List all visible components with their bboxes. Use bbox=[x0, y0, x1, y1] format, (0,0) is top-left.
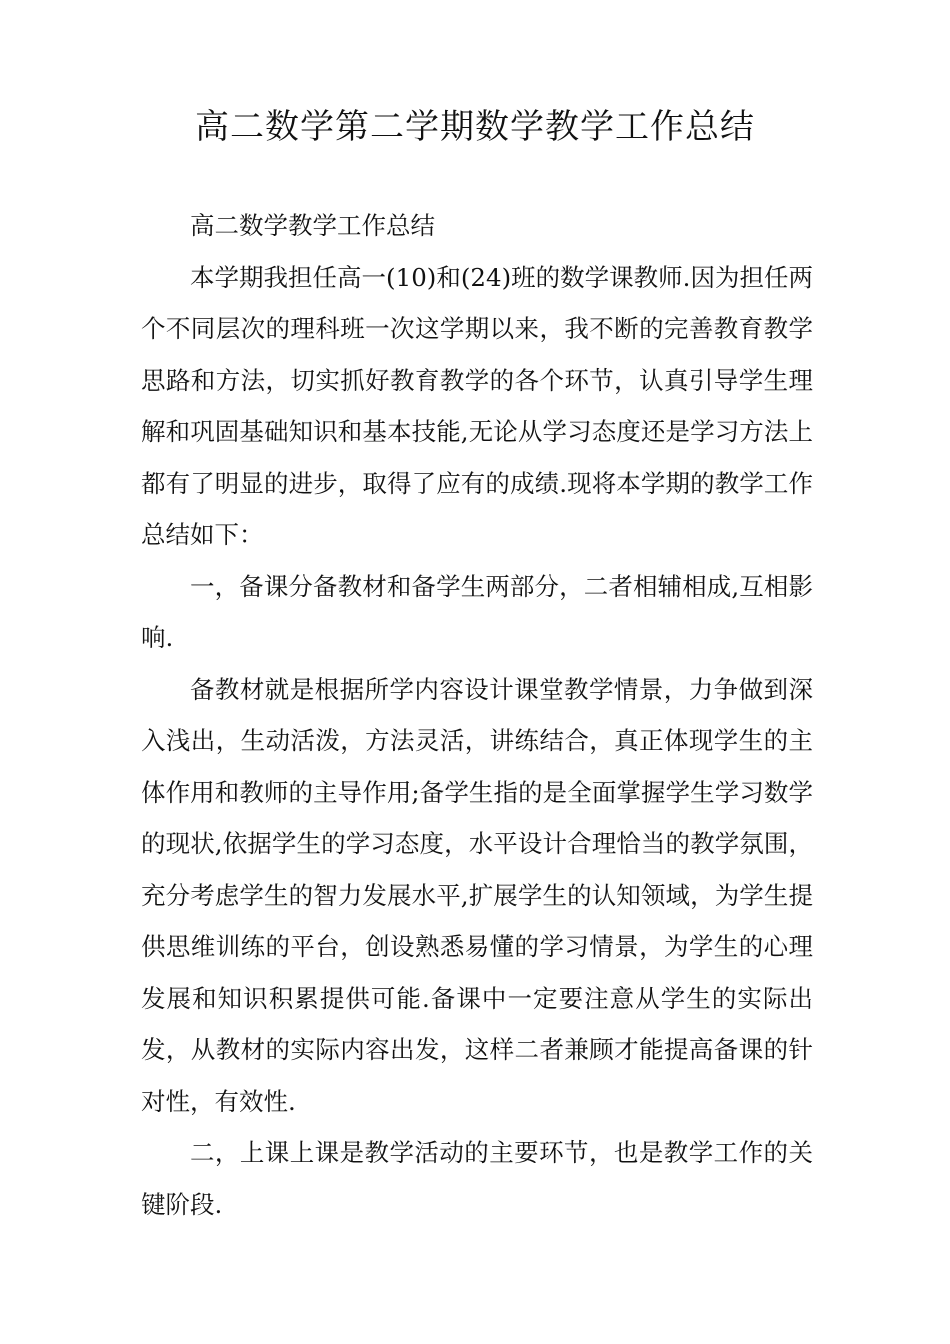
paragraph-section-1-body: 备教材就是根据所学内容设计课堂教学情景，力争做到深入浅出，生动活泼，方法灵活，讲练结合，真正体现学生的主体作用和教师的主导作用;备学生指的是全面掌握学生学习数学的现状,依据学生的学习态度，水平设计合理恰当的教学氛围，充分考虑学生的智力发展水平,扩展学生的认知领域，为学生提供思维训练的平台，创设熟悉易懂的学习情景，为学生的心理发展和知识积累提供可能.备课中一定要注意从学生的实际出发，从教材的实际内容出发，这样二者兼顾才能提高备课的针对性，有效性. bbox=[141, 674, 813, 1116]
document-body bbox=[141, 200, 813, 1230]
paragraph-section-1-heading: 一，备课分备教材和备学生两部分，二者相辅相成,互相影响. bbox=[141, 571, 813, 652]
document-title: 高二数学第二学期数学教学工作总结 bbox=[195, 107, 755, 147]
paragraph-section-2-heading: 二，上课上课是教学活动的主要环节，也是教学工作的关键阶段. bbox=[141, 1138, 813, 1219]
document-subtitle: 高二数学教学工作总结 bbox=[190, 211, 435, 240]
paragraph-intro: 本学期我担任高一(10)和(24)班的数学课教师.因为担任两个不同层次的理科班一次这学期以来，我不断的完善教育教学思路和方法，切实抓好教育教学的各个环节，认真引导学生理解和巩固基础知识和基本技能,无论从学习态度还是学习方法上都有了明显的进步，取得了应有的成绩.现将本学期的教学工作总结如下： bbox=[141, 262, 813, 549]
